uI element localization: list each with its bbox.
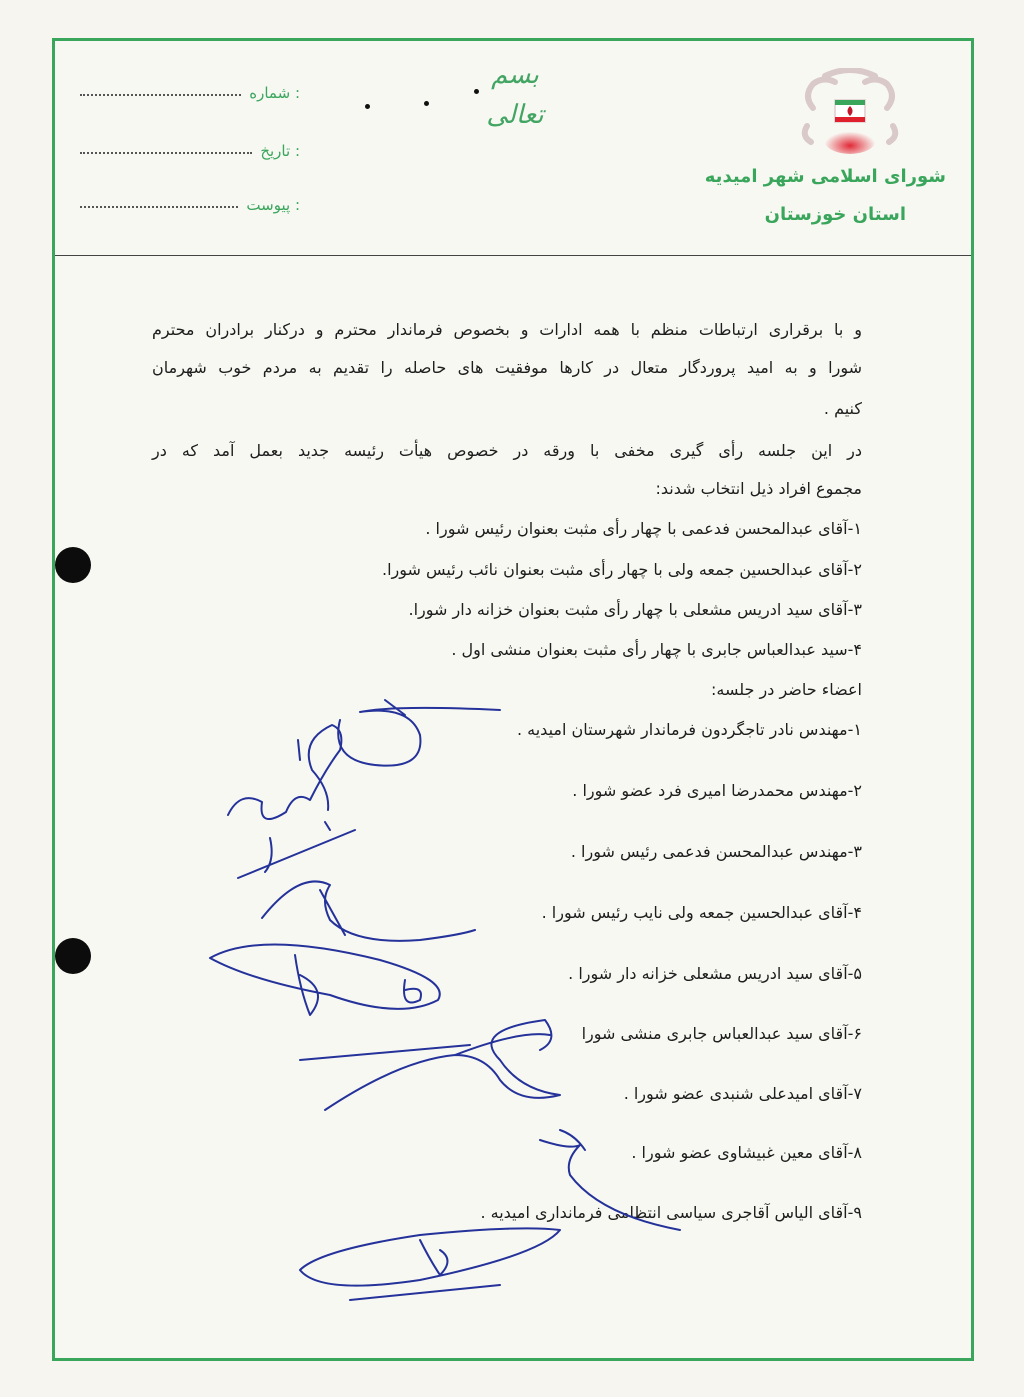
attachment-dotted-line xyxy=(80,206,238,208)
list-item: ۲-آقای عبدالحسین جمعه ولی با چهار رأی مثبت بعنوان نائب رئیس شورا. xyxy=(382,560,862,579)
attendees-heading: اعضاء حاضر در جلسه: xyxy=(711,680,862,699)
attendee-item: ۵-آقای سید ادریس مشعلی خزانه دار شورا . xyxy=(568,964,862,983)
province-name: استان خوزستان xyxy=(764,204,906,225)
attendee-item: ۶-آقای سید عبدالعباس جابری منشی شورا xyxy=(581,1024,862,1043)
basmala-heading: بسم تعالی xyxy=(486,60,544,130)
date-field xyxy=(80,136,300,160)
number-dotted-line xyxy=(80,94,241,96)
attendee-item: ۴-آقای عبدالحسین جمعه ولی نایب رئیس شورا . xyxy=(541,903,862,922)
iran-emblem-icon xyxy=(795,68,905,158)
body-line: و با برقراری ارتباطات منظم با همه ادارات و بخصوص فرماندار محترم و درکنار برادران محترم xyxy=(152,320,862,339)
date-dotted-line xyxy=(80,152,252,154)
date-label: تاریخ : xyxy=(260,142,300,160)
attendee-item: ۳-مهندس عبدالمحسن فدعمی رئیس شورا . xyxy=(570,842,862,861)
number-label: شماره : xyxy=(249,84,300,102)
list-item: ۱-آقای عبدالمحسن فدعمی با چهار رأی مثبت بعنوان رئیس شورا . xyxy=(425,519,862,538)
body-line: شورا و به امید پروردگار متعال در کارها موفقیت های حاصله را تقدیم به مردم خوب شهرمان xyxy=(152,358,862,377)
body-line: کنیم . xyxy=(823,399,862,418)
attendee-item: ۲-مهندس محمدرضا امیری فرد عضو شورا . xyxy=(572,781,862,800)
attachment-field xyxy=(80,190,300,214)
punch-hole xyxy=(55,938,91,974)
attachment-label: پیوست : xyxy=(246,196,300,214)
ink-dot xyxy=(424,101,429,106)
attendee-item: ۷-آقای امیدعلی شنبدی عضو شورا . xyxy=(623,1084,862,1103)
list-item: ۳-آقای سید ادریس مشعلی با چهار رأی مثبت بعنوان خزانه دار شورا. xyxy=(408,600,862,619)
ink-dot xyxy=(365,104,370,109)
list-item: ۴-سید عبدالعباس جابری با چهار رأی مثبت بعنوان منشی اول . xyxy=(451,640,862,659)
number-field xyxy=(80,78,300,102)
attendee-item: ۸-آقای معین غبیشاوی عضو شورا . xyxy=(631,1143,862,1162)
body-line: در این جلسه رأی گیری مخفی با ورقه در خصوص هیأت رئیسه جدید بعمل آمد که در xyxy=(152,441,862,460)
ink-dot xyxy=(474,89,479,94)
council-name: شورای اسلامی شهر امیدیه xyxy=(704,166,946,187)
body-line: مجموع افراد ذیل انتخاب شدند: xyxy=(655,479,862,498)
attendee-item: ۱-مهندس نادر تاجگردون فرماندار شهرستان امیدیه . xyxy=(516,720,862,739)
punch-hole xyxy=(55,547,91,583)
attendee-item: ۹-آقای الیاس آقاجری سیاسی انتظامی فرمانداری امیدیه . xyxy=(480,1203,862,1222)
header-divider xyxy=(55,255,971,256)
